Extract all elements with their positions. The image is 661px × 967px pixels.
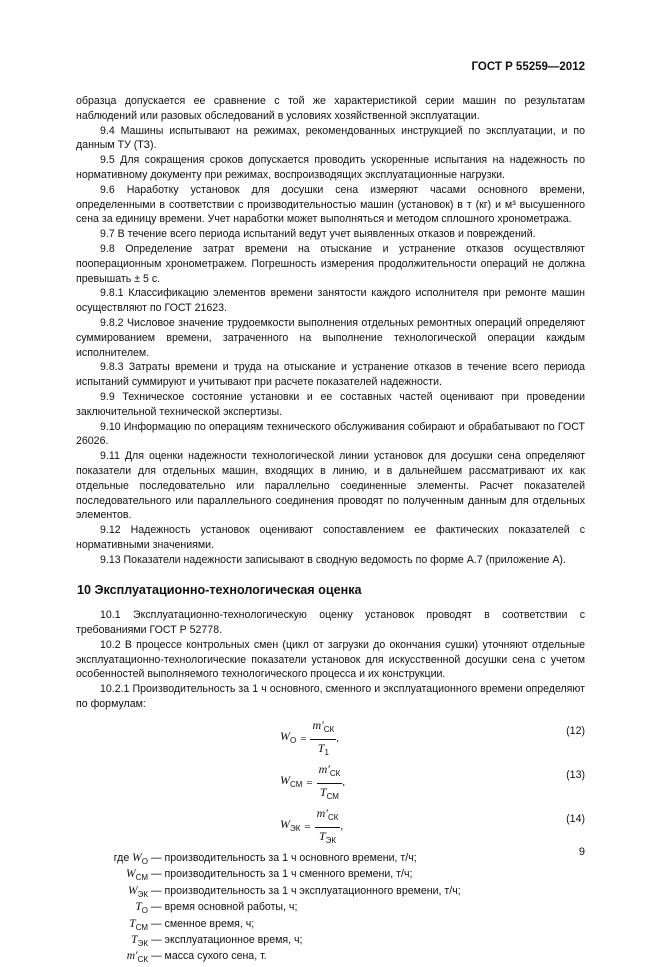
- formula-expression: [280, 718, 339, 761]
- paragraph-p98: 9.8 Определение затрат времени на отыскание и устранение отказов осуществляют пооперационным хронометражем. Погрешность измерения продолжительности операций не должна превышать ± 5 с.: [76, 242, 585, 285]
- formula-lhs: [280, 729, 296, 749]
- formula-number: (14): [566, 812, 585, 825]
- paragraph-p99: 9.9 Техническое состояние установки и ее составных частей оценивают при проведении заключительной технической экспертизы.: [76, 390, 585, 418]
- legend-row: [76, 934, 585, 950]
- paragraph-p95: 9.5 Для сокращения сроков допускается проводить ускоренные испытания на надежность по нормативному документу при режимах, воспроизводящих эксплуатационные нагрузки.: [76, 154, 585, 181]
- legend-symbol-sub: СК: [137, 955, 148, 965]
- denominator-var: T: [317, 740, 325, 755]
- formula-row: [76, 758, 585, 800]
- formula-lhs-sub: СМ: [290, 780, 303, 790]
- formula-number: (13): [566, 768, 585, 781]
- legend-symbol: [76, 901, 148, 917]
- fraction-numerator: [315, 806, 341, 828]
- denominator-var: T: [319, 784, 327, 799]
- paragraph-p911: 9.11 Для оценки надежности технологической линии установок для досушки сена определяют показатели для отдельных машин, входящих в линию, и в дальнейшем рассматривают их как отдельные последовательно или параллельно соединенные элементы. Расчет показателей последовательного или параллельного соединения проводят по полученным данным для отдельных элементов.: [76, 450, 585, 522]
- formulas: [76, 714, 585, 844]
- fraction-denominator: [319, 828, 336, 849]
- paragraphs-section-9: [76, 94, 585, 568]
- denominator-var: T: [318, 828, 326, 843]
- legend-symbol: [76, 934, 148, 950]
- legend-symbol-sub: О: [141, 856, 148, 866]
- legend-symbol-var: T: [129, 917, 136, 930]
- legend-symbol-sub: ЭК: [137, 938, 148, 948]
- numerator-var: m′: [316, 805, 328, 820]
- legend-row: [76, 950, 585, 966]
- fraction: [317, 762, 343, 805]
- formula-row: [76, 802, 585, 844]
- document-body: [76, 94, 585, 967]
- comma: ,: [340, 820, 344, 832]
- legend-symbol: [76, 868, 148, 884]
- legend-row: [76, 868, 585, 884]
- legend-row: [76, 918, 585, 934]
- fraction-numerator: [310, 718, 336, 740]
- fraction-numerator: [317, 762, 343, 784]
- formula-expression: [280, 806, 343, 849]
- section-title: 10 Эксплуатационно-технологическая оценка: [77, 582, 362, 597]
- formula-lhs-var: W: [280, 773, 290, 788]
- fraction: [310, 718, 336, 761]
- equals-sign: =: [300, 732, 307, 745]
- legend-symbol-sub: СМ: [135, 922, 148, 932]
- formula-lhs-sub: ЭК: [290, 824, 301, 834]
- denominator-sub: 1: [324, 747, 329, 757]
- paragraph-p910: 9.10 Информацию по операциям технического обслуживания собирают и обрабатывают по ГОСТ 26026.: [76, 420, 585, 448]
- legend-symbol-sub: О: [141, 906, 148, 916]
- legend-description: — производительность за 1 ч сменного времени, т/ч;: [151, 868, 413, 881]
- paragraph-p913: 9.13 Показатели надежности записывают в сводную ведомость по форме А.7 (приложение А).: [100, 553, 566, 566]
- legend-description: — сменное время, ч;: [151, 917, 255, 930]
- legend-description: — эксплуатационное время, ч;: [151, 933, 303, 946]
- formula-lhs: [280, 773, 302, 793]
- formula-lhs: [280, 817, 300, 837]
- paragraph-p97: 9.7 В течение всего периода испытаний ведут учет выявленных отказов и повреждений.: [100, 228, 536, 241]
- legend-symbol-var: T: [131, 933, 138, 946]
- comma: ,: [342, 776, 345, 788]
- formula-lhs-sub: О: [290, 736, 297, 746]
- formula-row: [76, 714, 585, 756]
- legend-row: [76, 901, 585, 917]
- paragraph-p1021: 10.2.1 Производительность за 1 ч основного, сменного и эксплуатационного времени определяют по формулам:: [76, 683, 585, 711]
- formula-lhs-var: W: [280, 729, 290, 744]
- legend-symbol-var: W: [132, 851, 142, 864]
- numerator-var: m′: [312, 717, 324, 732]
- formula-expression: [280, 762, 345, 805]
- page-number: 9: [578, 846, 585, 858]
- legend-row: [76, 852, 585, 868]
- paragraph-p981: 9.8.1 Классификацию элементов времени занятости каждого исполнителя при ремонте машин осуществляют по ГОСТ 21623.: [76, 287, 585, 315]
- legend-symbol: [76, 950, 148, 966]
- paragraph-p0: образца допускается ее сравнение с той же характеристикой серии машин по результатам наблюдений или разовых обследований в условиях хозяйственной эксплуатации.: [76, 95, 585, 122]
- paragraph-p912: 9.12 Надежность установок оценивают сопоставлением ее фактических показателей с нормативными значениями.: [76, 524, 585, 551]
- numerator-sub: СК: [329, 768, 341, 778]
- legend-prefix: где: [113, 851, 130, 864]
- fraction: [315, 805, 344, 849]
- equals-sign: =: [304, 820, 311, 833]
- paragraph-p982: 9.8.2 Числовое значение трудоемкости выполнения отдельных ремонтных операций определяют суммированием времени, затраченного на выполнение технологической операции каждым исполнителем.: [76, 316, 585, 359]
- denominator-sub: СМ: [326, 791, 339, 801]
- legend-symbol-var: T: [135, 901, 142, 914]
- numerator-sub: СК: [327, 812, 339, 822]
- legend-symbol: [76, 852, 148, 868]
- paragraph-p101: 10.1 Эксплуатационно-технологическую оценку установок проводят в соответствии с требованиями ГОСТ Р 52778.: [76, 609, 585, 637]
- legend-row: [76, 885, 585, 901]
- legend-description: — масса сухого сена, т.: [151, 950, 267, 963]
- formula-number: (12): [566, 724, 585, 737]
- equals-sign: =: [306, 776, 313, 789]
- legend-description: — производительность за 1 ч эксплуатационного времени, т/ч;: [151, 884, 461, 897]
- paragraph-p94: 9.4 Машины испытывают на режимах, рекомендованных инструкцией по эксплуатации, и по данным ТУ (ТЗ).: [76, 124, 585, 152]
- formula-lhs-var: W: [280, 817, 290, 832]
- formula-legend: [76, 852, 585, 967]
- numerator-var: m′: [318, 761, 330, 776]
- legend-symbol: [76, 885, 148, 901]
- legend-symbol-var: W: [126, 868, 136, 881]
- paragraph-p983: 9.8.3 Затраты времени и труда на отыскание и устранение отказов в течение всего периода испытаний суммируют и учитывают при расчете показателей надежности.: [76, 361, 585, 389]
- legend-description: — время основной работы, ч;: [151, 901, 298, 914]
- paragraphs-section-10: [76, 608, 585, 712]
- paragraph-p96: 9.6 Наработку установок для досушки сена измеряют часами основного времени, определенными в соответствии с производительностью машин (установок) в т (кг) и м³ высушенного сена за единицу времени. Учет наработки может выполняться и методом сплошного хронометража.: [76, 183, 585, 226]
- legend-symbol-sub: ЭК: [137, 889, 148, 899]
- paragraph-p102: 10.2 В процессе контрольных смен (цикл от загрузки до окончания сушки) уточняют отдельные эксплуатационно-технологические показатели установок для искусственной досушки сена с учетом особенностей выполняемого технологического процесса и их конструкции.: [76, 638, 585, 681]
- legend-symbol-sub: СМ: [135, 873, 148, 883]
- numerator-sub: СК: [323, 724, 335, 734]
- legend-symbol-var: m′: [126, 950, 138, 963]
- legend-symbol: [76, 918, 148, 934]
- legend-description: — производительность за 1 ч основного времени, т/ч;: [151, 851, 417, 864]
- comma: ,: [336, 732, 339, 744]
- legend-symbol-var: W: [127, 884, 138, 897]
- standard-header: ГОСТ Р 55259—2012: [471, 61, 585, 73]
- denominator-sub: ЭК: [325, 835, 337, 845]
